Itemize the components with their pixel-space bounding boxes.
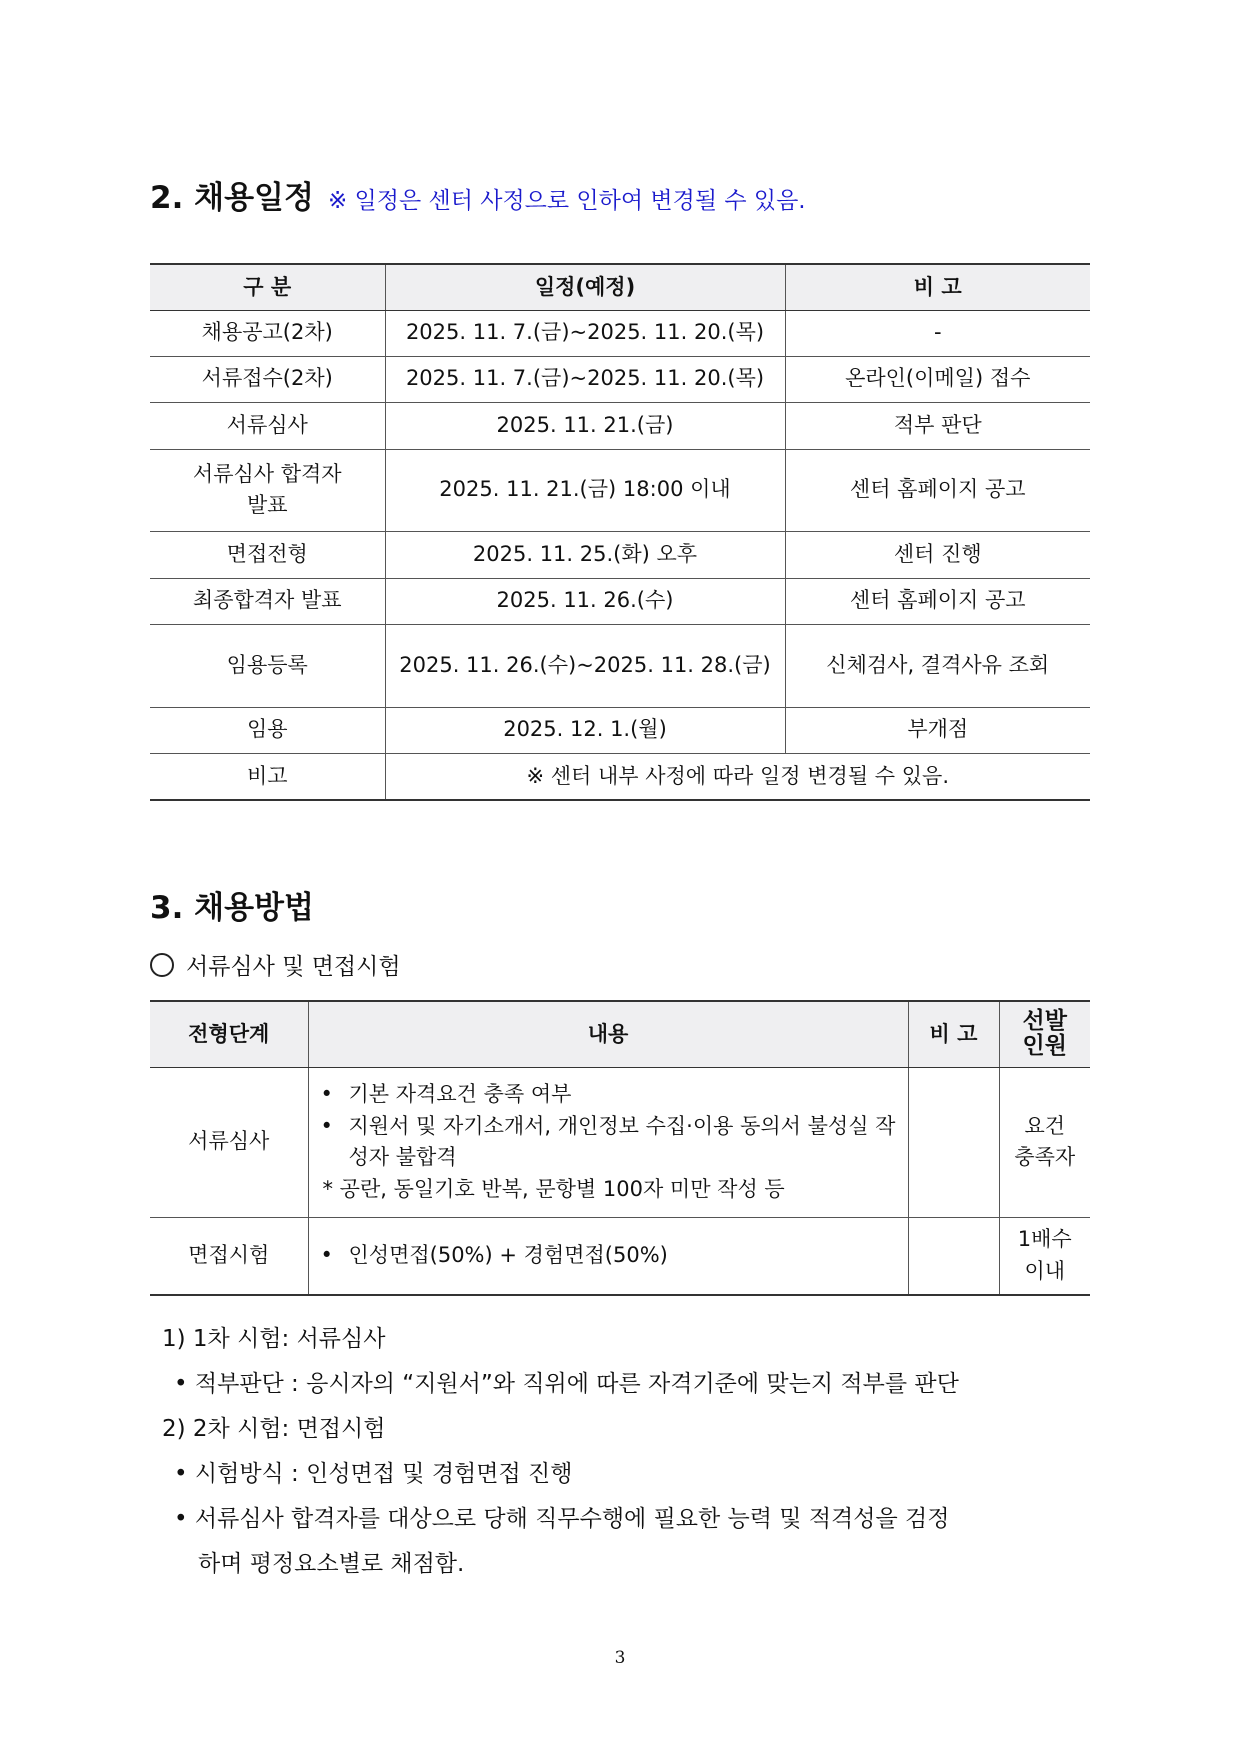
detail-line: 하며 평정요소별로 채점함. <box>198 1551 465 1577</box>
criteria-list <box>315 1079 900 1174</box>
table-row <box>150 1067 1090 1217</box>
list-item: • 지원서 및 자기소개서, 개인정보 수집·이용 동의서 불성실 작성자 불합격 <box>315 1111 900 1174</box>
stage-count: 요건 충족자 <box>999 1067 1090 1217</box>
section-3-heading <box>150 882 314 927</box>
criteria-list <box>315 1240 900 1272</box>
section-2-heading <box>150 172 806 217</box>
row-remark: 센터 홈페이지 공고 <box>785 449 1090 531</box>
col-header-category: 구 분 <box>150 264 385 310</box>
col-header-count: 선발 인원 <box>999 1001 1090 1067</box>
detail-line: • 서류심사 합격자를 대상으로 당해 직무수행에 필요한 능력 및 적격성을 검정 <box>174 1506 950 1532</box>
row-remark: 센터 진행 <box>785 531 1090 578</box>
remark-text: ※ 센터 내부 사정에 따라 일정 변경될 수 있음. <box>385 753 1090 800</box>
row-label: 임용 <box>150 707 385 753</box>
col-header-stage: 전형단계 <box>150 1001 308 1067</box>
schedule-header-row <box>150 264 1090 310</box>
table-row <box>150 578 1090 624</box>
table-row <box>150 310 1090 356</box>
row-date: 2025. 11. 26.(수)~2025. 11. 28.(금) <box>385 624 785 707</box>
detail-line: • 시험방식 : 인성면접 및 경험면접 진행 <box>174 1461 573 1487</box>
stage-count: 1배수 이내 <box>999 1217 1090 1295</box>
detail-line: • 적부판단 : 응시자의 “지원서”와 직위에 따른 자격기준에 맞는지 적부를 판단 <box>174 1371 959 1397</box>
section-2-title: 2. 채용일정 <box>150 180 314 216</box>
col-header-remarks: 비 고 <box>785 264 1090 310</box>
row-label: 면접전형 <box>150 531 385 578</box>
method-table <box>150 1000 1090 1296</box>
detail-line: 2) 2차 시험: 면접시험 <box>162 1416 386 1442</box>
table-row <box>150 356 1090 402</box>
method-header-row <box>150 1001 1090 1067</box>
row-label: 서류심사 합격자 발표 <box>150 449 385 531</box>
row-remark: 부개점 <box>785 707 1090 753</box>
stage-content <box>308 1217 908 1295</box>
list-item: • 기본 자격요건 충족 여부 <box>315 1079 900 1111</box>
col-header-content: 내용 <box>308 1001 908 1067</box>
row-date: 2025. 11. 25.(화) 오후 <box>385 531 785 578</box>
row-remark: 센터 홈페이지 공고 <box>785 578 1090 624</box>
row-date: 2025. 11. 21.(금) 18:00 이내 <box>385 449 785 531</box>
row-date: 2025. 11. 26.(수) <box>385 578 785 624</box>
row-label: 채용공고(2차) <box>150 310 385 356</box>
stage-note <box>908 1217 999 1295</box>
row-date: 2025. 11. 7.(금)~2025. 11. 20.(목) <box>385 356 785 402</box>
table-row <box>150 531 1090 578</box>
row-date: 2025. 12. 1.(월) <box>385 707 785 753</box>
stage-label: 면접시험 <box>150 1217 308 1295</box>
row-remark: 적부 판단 <box>785 402 1090 449</box>
row-label: 임용등록 <box>150 624 385 707</box>
remark-label: 비고 <box>150 753 385 800</box>
row-date: 2025. 11. 7.(금)~2025. 11. 20.(목) <box>385 310 785 356</box>
row-remark: 신체검사, 결격사유 조회 <box>785 624 1090 707</box>
section-3-title: 3. 채용방법 <box>150 890 314 926</box>
page-number: 3 <box>614 1648 626 1668</box>
list-item: • 인성면접(50%) + 경험면접(50%) <box>315 1240 900 1272</box>
table-row <box>150 1217 1090 1295</box>
row-label: 서류심사 <box>150 402 385 449</box>
col-header-schedule: 일정(예정) <box>385 264 785 310</box>
row-remark: - <box>785 310 1090 356</box>
row-label: 최종합격자 발표 <box>150 578 385 624</box>
circle-icon <box>150 953 174 977</box>
stage-content <box>308 1067 908 1217</box>
criteria-footnote: * 공란, 동일기호 반복, 문항별 100자 미만 작성 등 <box>322 1176 785 1201</box>
detail-line: 1) 1차 시험: 서류심사 <box>162 1326 386 1352</box>
table-row <box>150 402 1090 449</box>
row-date: 2025. 11. 21.(금) <box>385 402 785 449</box>
row-label: 서류접수(2차) <box>150 356 385 402</box>
table-row <box>150 707 1090 753</box>
stage-note <box>908 1067 999 1217</box>
schedule-change-note: ※ 일정은 센터 사정으로 인하여 변경될 수 있음. <box>327 188 806 214</box>
method-subheading <box>150 948 401 981</box>
stage-label: 서류심사 <box>150 1067 308 1217</box>
table-row <box>150 624 1090 707</box>
schedule-table <box>150 263 1090 801</box>
table-row-remark <box>150 753 1090 800</box>
col-header-note: 비 고 <box>908 1001 999 1067</box>
table-row <box>150 449 1090 531</box>
method-subheading-text: 서류심사 및 면접시험 <box>186 954 401 980</box>
row-remark: 온라인(이메일) 접수 <box>785 356 1090 402</box>
